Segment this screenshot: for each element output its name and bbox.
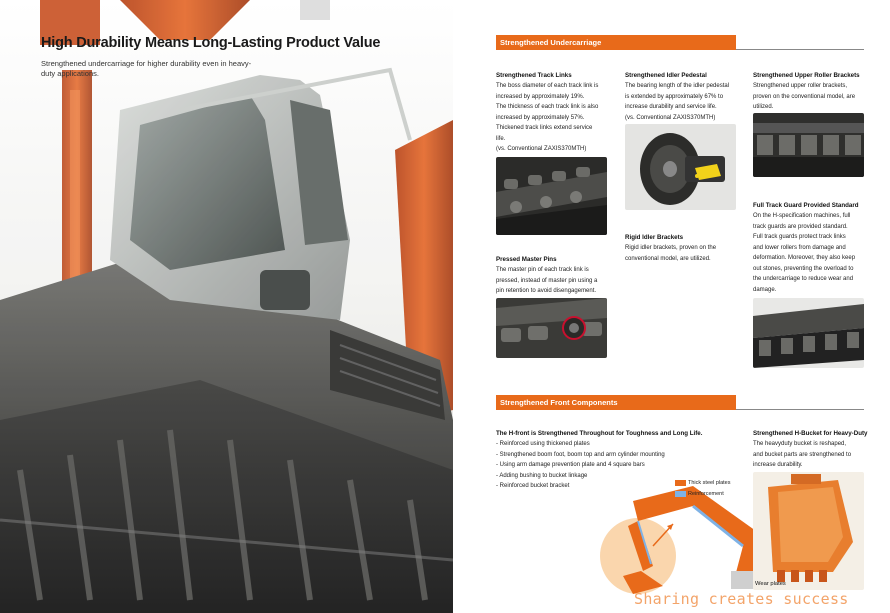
text-line: On the H-specification machines, full xyxy=(753,213,851,219)
text-line: The master pin of each track link is xyxy=(496,267,589,273)
legend-item xyxy=(675,480,731,486)
text-line: Strengthened upper roller brackets, xyxy=(753,83,848,89)
track-guard-text xyxy=(753,211,855,295)
text-line: (vs. Conventional ZAXIS370MTH) xyxy=(496,146,587,152)
text-line: The boss diameter of each track link is xyxy=(496,83,599,89)
rigid-idler-text xyxy=(625,243,716,264)
list-item: - Reinforced bucket bracket xyxy=(496,483,570,489)
list-item: - Strengthened boom foot, boom top and arm cylinder mounting xyxy=(496,451,665,458)
rigid-idler-title: Rigid Idler Brackets xyxy=(625,234,684,241)
text-line: and lower rollers from damage and xyxy=(753,244,846,251)
idler-pedestal-photo xyxy=(625,124,736,210)
text-line: and bucket parts are strengthened to xyxy=(753,451,852,458)
track-links-title: Strengthened Track Links xyxy=(496,72,572,79)
text-line: The thickness of each track link is also xyxy=(496,104,599,110)
h-bucket-title: Strengthened H-Bucket for Heavy-Duty xyxy=(753,430,868,437)
master-pins-title: Pressed Master Pins xyxy=(496,256,557,263)
legend-label: Reinforcement xyxy=(688,491,724,497)
section-rule xyxy=(736,409,864,410)
wear-plates-label: Wear plates xyxy=(755,581,786,587)
right-page xyxy=(453,0,890,613)
text-line: increase durability. xyxy=(753,462,803,468)
track-links-photo xyxy=(496,157,607,235)
h-bucket-text xyxy=(753,439,851,471)
text-line: The heavyduty bucket is reshaped, xyxy=(753,441,847,447)
list-item: - Using arm damage prevention plate and 4 square bars xyxy=(496,462,645,468)
upper-roller-photo xyxy=(753,113,864,177)
text-line: utilized. xyxy=(753,104,774,110)
text-line: Thickened track links extend service xyxy=(496,125,593,131)
track-guard-title: Full Track Guard Provided Standard xyxy=(753,202,859,209)
section-header-undercarriage: Strengthened Undercarriage xyxy=(496,35,736,50)
text-line: Rigid idler brackets, proven on the xyxy=(625,245,717,251)
h-front-title: The H-front is Strengthened Throughout for Toughness and Long Life. xyxy=(496,430,703,437)
text-line: conventional model, are utilized. xyxy=(625,255,711,262)
idler-pedestal-title: Strengthened Idler Pedestal xyxy=(625,72,707,79)
h-bucket-photo xyxy=(753,472,864,590)
list-item: - Reinforced using thickened plates xyxy=(496,441,590,447)
text-line: damage. xyxy=(753,286,777,293)
text-line: increased by approximately 19%. xyxy=(496,93,585,100)
watermark-text: Sharing creates success xyxy=(634,590,849,608)
track-links-text xyxy=(496,81,598,155)
subtitle-line: duty applications. xyxy=(41,69,99,78)
track-guard-photo xyxy=(753,298,864,368)
idler-pedestal-text xyxy=(625,81,729,123)
text-line: is extended by approximately 67% to xyxy=(625,93,724,100)
master-pins-text xyxy=(496,265,597,297)
text-line: life. xyxy=(496,135,506,142)
legend-item xyxy=(675,491,724,497)
upper-roller-title: Strengthened Upper Roller Brackets xyxy=(753,72,860,79)
page-title: High Durability Means Long-Lasting Product Value xyxy=(41,35,381,51)
text-line: The bearing length of the idler pedestal xyxy=(625,83,730,89)
section-header-front: Strengthened Front Components xyxy=(496,395,736,410)
text-line: increase durability and service life. xyxy=(625,104,717,110)
list-item: - Adding bushing to bucket linkage xyxy=(496,472,588,479)
page-subtitle xyxy=(41,59,286,79)
text-line: Full track guards protect track links xyxy=(753,234,846,240)
legend-label: Thick steel plates xyxy=(688,480,731,486)
text-line: (vs. Conventional ZAXIS370MTH) xyxy=(625,114,716,121)
text-line: the undercarriage to reduce wear and xyxy=(753,276,854,282)
text-line: deformation. Moreover, they also keep xyxy=(753,255,856,261)
legend-swatch xyxy=(675,480,686,486)
master-pins-photo xyxy=(496,298,607,358)
section-rule xyxy=(736,49,864,50)
text-line: pin retention to avoid disengagement. xyxy=(496,288,597,294)
text-line: track guards are provided standard. xyxy=(753,223,848,230)
text-line: increased by approximately 57%. xyxy=(496,114,585,121)
text-line: proven on the conventional model, are xyxy=(753,93,856,100)
subtitle-line: Strengthened undercarriage for higher durability even in heavy- xyxy=(41,59,252,68)
legend-swatch xyxy=(675,491,686,497)
text-line: pressed, instead of master pin using a xyxy=(496,277,598,284)
text-line: out stones, preventing the overload to xyxy=(753,265,854,272)
upper-roller-text xyxy=(753,81,855,113)
